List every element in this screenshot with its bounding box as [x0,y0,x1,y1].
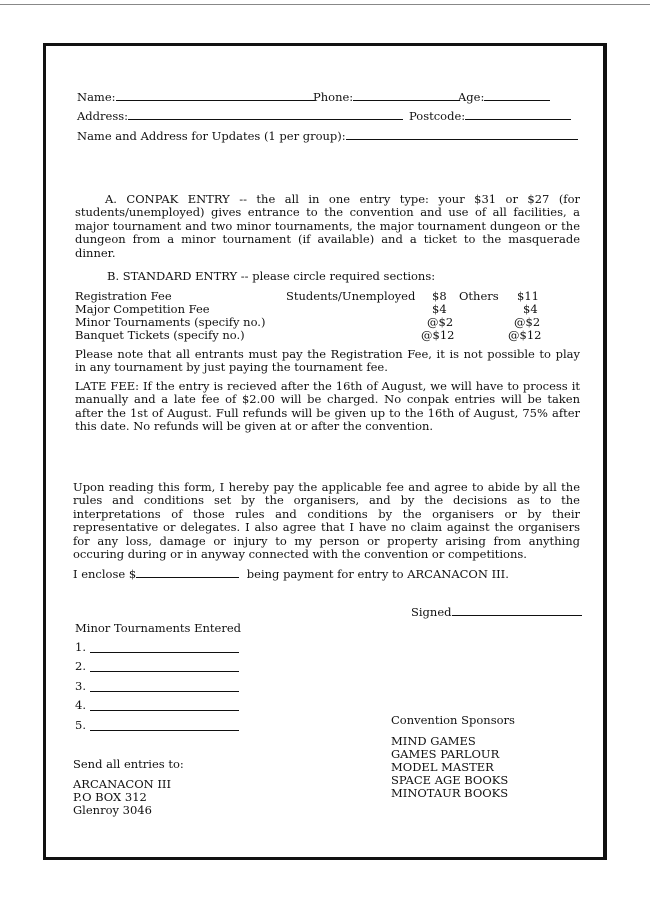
minor-item-number: 5. [75,718,86,732]
postcode-label: Postcode: [409,109,466,123]
phone-field[interactable] [353,89,460,101]
enclose-suffix: being payment for entry to ARCANACON III. [246,567,509,581]
minor-tournament-field-4[interactable] [90,710,239,711]
name-label: Name: [77,90,116,104]
students-fee: @$2 [427,315,454,329]
others-fee: @$12 [508,328,542,342]
sponsors-heading: Convention Sponsors [391,713,515,727]
phone-label: Phone: [313,90,354,104]
sponsor-name: SPACE AGE BOOKS [391,773,509,787]
minor-item-number: 4. [75,698,86,712]
age-row [458,89,550,104]
fee-label: Banquet Tickets (specify no.) [75,328,245,342]
address-label: Address: [77,109,129,123]
updates-field[interactable] [346,128,578,140]
others-fee: @$2 [514,315,541,329]
updates-label: Name and Address for Updates (1 per group): [77,129,346,143]
minor-item-number: 3. [75,679,86,693]
students-fee: @$12 [421,328,455,342]
fee-label: Major Competition Fee [75,302,210,316]
enclose-row [73,566,509,581]
age-label: Age: [458,90,485,104]
sponsor-name: MIND GAMES [391,734,476,748]
phone-row [313,89,460,104]
mailing-address-line: P.O BOX 312 [73,790,147,804]
minor-tournament-field-5[interactable] [90,730,239,731]
students-fee: $4 [432,302,447,316]
enclose-amount-field[interactable] [136,566,239,578]
others-fee: $11 [517,289,539,303]
standard-entry-heading: B. STANDARD ENTRY -- please circle required sections: [107,269,436,283]
postcode-field[interactable] [465,108,571,120]
enclose-label: I enclose $ [73,567,137,581]
updates-row [77,128,578,143]
fee-row-banquet [75,329,585,342]
minor-tournament-field-2[interactable] [90,671,239,672]
minor-item-number: 2. [75,659,86,673]
age-field[interactable] [484,89,550,101]
name-row [77,89,315,104]
registration-note: Please note that all entrants must pay the Registration Fee, it is not possible to play in any tournament by just paying the tournament fee. [75,347,580,375]
send-entries-heading: Send all entries to: [73,757,184,771]
minor-tournament-field-3[interactable] [90,691,239,692]
fee-label: Registration Fee [75,289,172,303]
postcode-row [409,108,571,123]
name-field[interactable] [116,89,315,101]
page-top-rule [0,4,650,5]
minor-tournament-field-1[interactable] [90,652,239,653]
sponsor-name: MINOTAUR BOOKS [391,786,509,800]
late-fee-note: LATE FEE: If the entry is recieved after the 16th of August, we will have to process it manually and a late fee of $2.00 will be charged. No conpak entries will be taken after the 1st of August. Full refunds will be given up to the 16th of August, 75% after this date. No refunds will be given at or after the convention. [75,379,580,434]
minor-tournaments-heading: Minor Tournaments Entered [75,621,241,635]
mailing-address-line: ARCANACON III [73,777,172,791]
others-fee: $4 [523,302,538,316]
signed-label: Signed [411,605,452,619]
address-field[interactable] [128,108,403,120]
others-column-label: Others [459,289,499,303]
signed-row [411,604,582,619]
students-fee: $8 [432,289,447,303]
signature-field[interactable] [452,604,582,616]
agreement-text: Upon reading this form, I hereby pay the applicable fee and agree to abide by all the rules and conditions set by the organisers, and by the decisions as to the interpretations of those rules and conditions by the organisers or by their representative or delegates. I also agree that I have no claim against the organisers for any loss, damage or injury to my person or property arising from anything occuring during or in anyway connected with the convention or competitions. [73,480,580,562]
sponsor-name: GAMES PARLOUR [391,747,500,761]
students-column-label: Students/Unemployed [286,289,416,303]
minor-item-number: 1. [75,640,86,654]
conpak-entry-text: A. CONPAK ENTRY -- the all in one entry type: your $31 or $27 (for students/unemployed) gives entrance to the convention and use of all facilities, a major tournament and two minor tournaments, the major tournament dungeon or the dungeon from a minor tournament (if available) and a ticket to the masquerade dinner. [75,192,580,260]
address-row [77,108,403,123]
form-frame [43,43,607,860]
sponsor-name: MODEL MASTER [391,760,494,774]
fee-label: Minor Tournaments (specify no.) [75,315,266,329]
mailing-address-line: Glenroy 3046 [73,803,152,817]
